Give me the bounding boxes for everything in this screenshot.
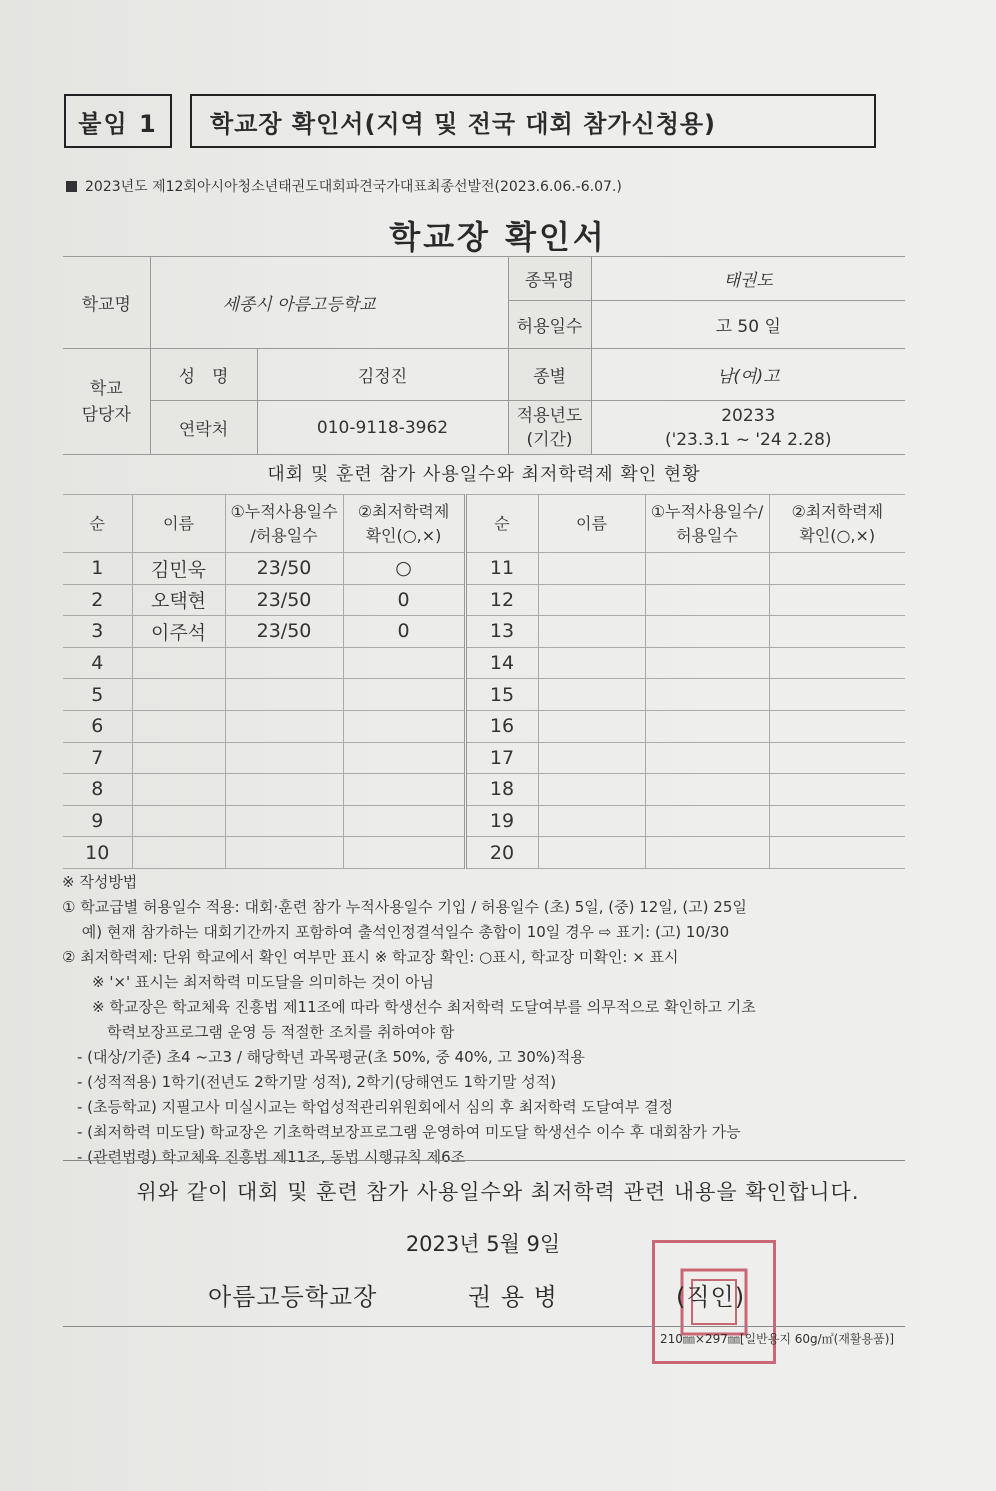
row-check-2 — [769, 710, 905, 742]
row-no: 9 — [63, 805, 132, 837]
event-text: 2023년도 제12회아시아청소년태권도대회파견국가대표최종선발전(2023.6.06.-6.07.) — [85, 179, 622, 195]
table-row — [63, 742, 905, 774]
row-check-2 — [769, 679, 905, 711]
row-no-2: 17 — [465, 742, 538, 774]
row-name-2 — [538, 710, 645, 742]
contact-value: 010-9118-3962 — [257, 401, 508, 455]
row-days — [225, 805, 343, 837]
event-line — [66, 176, 622, 196]
note-line: - (관련법령) 학교체육 진흥법 제11조, 동법 시행규칙 제6조 — [62, 1148, 466, 1166]
note-line: ② 최저학력제: 단위 학교에서 확인 여부만 표시 ※ 학교장 확인: ○표시, 학교장 미확인: × 표시 — [62, 948, 679, 966]
row-name — [132, 647, 225, 679]
note-line: - (초등학교) 지필고사 미실시교는 학업성적관리위원회에서 심의 후 최저학력 도달여부 결정 — [62, 1098, 674, 1116]
table-row — [63, 679, 905, 711]
note-line: ※ 작성방법 — [62, 873, 138, 891]
row-no-2: 19 — [465, 805, 538, 837]
table-row — [63, 584, 905, 616]
row-name — [132, 742, 225, 774]
row-no: 10 — [63, 837, 132, 869]
allowed-days-label: 허용일수 — [508, 301, 591, 349]
row-days — [225, 837, 343, 869]
note-line: ① 학교급별 허용일수 적용: 대회·훈련 참가 누적사용일수 기입 / 허용일수 (초) 5일, (중) 12일, (고) 25일 — [62, 898, 747, 916]
allowed-days-value: 고 50 일 — [591, 301, 905, 349]
row-no-2: 16 — [465, 710, 538, 742]
table-row — [63, 710, 905, 742]
row-check — [343, 742, 465, 774]
paper-spec: 210㎜×297㎜[일반용지 60g/㎡(재활용품)] — [660, 1332, 895, 1346]
divider — [63, 1160, 905, 1161]
row-no: 2 — [63, 584, 132, 616]
row-check — [343, 774, 465, 806]
row-name — [132, 837, 225, 869]
roster-header-row — [63, 495, 905, 553]
contact-label: 연락처 — [150, 401, 257, 455]
row-name-2 — [538, 805, 645, 837]
roster-table — [63, 494, 905, 869]
note-line: - (성적적용) 1학기(전년도 2학기말 성적), 2학기(당해연도 1학기말 성적) — [62, 1073, 557, 1091]
year-value: 20233 ('23.3.1 ~ '24 2.28) — [591, 401, 905, 455]
row-check-2 — [769, 742, 905, 774]
col-days-2: ①누적사용일수/ 허용일수 — [645, 495, 769, 553]
row-no: 5 — [63, 679, 132, 711]
col-check-2: ②최저학력제 확인(○,×) — [769, 495, 905, 553]
row-check-2 — [769, 837, 905, 869]
row-check-2 — [769, 805, 905, 837]
row-check-2 — [769, 647, 905, 679]
row-name-2 — [538, 647, 645, 679]
row-days: 23/50 — [225, 584, 343, 616]
seal-label: (직인) — [676, 1283, 746, 1311]
writing-instructions — [62, 870, 912, 1170]
row-name-2 — [538, 616, 645, 648]
col-check: ②최저학력제 확인(○,×) — [343, 495, 465, 553]
row-days — [225, 774, 343, 806]
sport-value: 태권도 — [591, 257, 905, 301]
row-no-2: 12 — [465, 584, 538, 616]
year-label: 적용년도 (기간) — [508, 401, 591, 455]
row-check-2 — [769, 553, 905, 585]
row-no: 6 — [63, 710, 132, 742]
school-label: 학교명 — [63, 257, 150, 349]
row-name-2 — [538, 553, 645, 585]
header-title: 학교장 확인서(지역 및 전국 대회 참가신청용) — [190, 94, 876, 148]
row-no: 3 — [63, 616, 132, 648]
row-days-2 — [645, 647, 769, 679]
row-name: 이주석 — [132, 616, 225, 648]
row-days-2 — [645, 774, 769, 806]
table-row — [63, 616, 905, 648]
row-name-2 — [538, 584, 645, 616]
footer-divider — [63, 1326, 905, 1327]
row-days-2 — [645, 742, 769, 774]
row-no-2: 14 — [465, 647, 538, 679]
document-title: 학교장 확인서 — [389, 218, 607, 256]
row-check-2 — [769, 584, 905, 616]
row-days — [225, 647, 343, 679]
row-no: 8 — [63, 774, 132, 806]
row-check-2 — [769, 774, 905, 806]
note-line: ※ '×' 표시는 최저학력 미도달을 의미하는 것이 아님 — [62, 973, 435, 991]
row-check — [343, 805, 465, 837]
row-no-2: 18 — [465, 774, 538, 806]
row-no: 7 — [63, 742, 132, 774]
row-days — [225, 742, 343, 774]
row-no: 4 — [63, 647, 132, 679]
row-check — [343, 710, 465, 742]
name-value: 김정진 — [257, 349, 508, 401]
col-no-2: 순 — [465, 495, 538, 553]
row-name: 오택현 — [132, 584, 225, 616]
row-days-2 — [645, 710, 769, 742]
row-days-2 — [645, 616, 769, 648]
confirmation-text: 위와 같이 대회 및 훈련 참가 사용일수와 최저학력 관련 내용을 확인합니다. — [136, 1180, 860, 1204]
note-line: ※ 학교장은 학교체육 진흥법 제11조에 따라 학생선수 최저학력 도달여부를 의무적으로 확인하고 기초 — [62, 998, 756, 1016]
row-check: ○ — [343, 553, 465, 585]
col-days: ①누적사용일수 /허용일수 — [225, 495, 343, 553]
row-name-2 — [538, 679, 645, 711]
school-value: 세종시 아름고등학교 — [150, 257, 508, 349]
table-row — [63, 647, 905, 679]
row-name — [132, 679, 225, 711]
row-check: 0 — [343, 616, 465, 648]
row-days — [225, 710, 343, 742]
row-days-2 — [645, 837, 769, 869]
table-row — [63, 553, 905, 585]
sport-label: 종목명 — [508, 257, 591, 301]
row-check: 0 — [343, 584, 465, 616]
note-line: - (최저학력 미도달) 학교장은 기초학력보장프로그램 운영하여 미도달 학생선수 이수 후 대회참가 가능 — [62, 1123, 741, 1141]
note-line: 학력보장프로그램 운영 등 적절한 조치를 취하여야 함 — [62, 1023, 455, 1041]
manager-label: 학교 담당자 — [63, 349, 150, 455]
row-name-2 — [538, 742, 645, 774]
row-days — [225, 679, 343, 711]
note-line: 예) 현재 참가하는 대회기간까지 포함하여 출석인정결석일수 총합이 10일 경우 ⇨ 표기: (고) 10/30 — [62, 923, 730, 941]
row-days: 23/50 — [225, 616, 343, 648]
row-name-2 — [538, 837, 645, 869]
gender-label: 종별 — [508, 349, 591, 401]
row-name-2 — [538, 774, 645, 806]
school-info-table — [63, 256, 905, 455]
row-no-2: 11 — [465, 553, 538, 585]
row-check — [343, 647, 465, 679]
row-no-2: 20 — [465, 837, 538, 869]
attachment-tag: 붙임 1 — [64, 94, 172, 148]
row-days: 23/50 — [225, 553, 343, 585]
principal-name: 권 용 병 — [468, 1283, 558, 1311]
table-row — [63, 837, 905, 869]
row-no: 1 — [63, 553, 132, 585]
row-name — [132, 710, 225, 742]
note-line: - (대상/기준) 초4 ~고3 / 해당학년 과목평균(초 50%, 중 40%, 고 30%)적용 — [62, 1048, 585, 1066]
table-row — [63, 805, 905, 837]
row-name — [132, 774, 225, 806]
roster-title: 대회 및 훈련 참가 사용일수와 최저학력제 확인 현황 — [63, 454, 905, 495]
principal-title: 아름고등학교장 — [208, 1283, 378, 1311]
gender-value: 남(여)고 — [591, 349, 905, 401]
row-check — [343, 837, 465, 869]
signature-date: 2023년 5월 9일 — [405, 1232, 561, 1256]
col-no: 순 — [63, 495, 132, 553]
col-name-2: 이름 — [538, 495, 645, 553]
row-check — [343, 679, 465, 711]
square-bullet-icon — [66, 181, 77, 192]
row-name — [132, 805, 225, 837]
row-days-2 — [645, 679, 769, 711]
table-row — [63, 774, 905, 806]
name-label: 성 명 — [150, 349, 257, 401]
row-days-2 — [645, 805, 769, 837]
row-name: 김민욱 — [132, 553, 225, 585]
row-check-2 — [769, 616, 905, 648]
col-name: 이름 — [132, 495, 225, 553]
row-no-2: 15 — [465, 679, 538, 711]
row-days-2 — [645, 584, 769, 616]
row-no-2: 13 — [465, 616, 538, 648]
row-days-2 — [645, 553, 769, 585]
